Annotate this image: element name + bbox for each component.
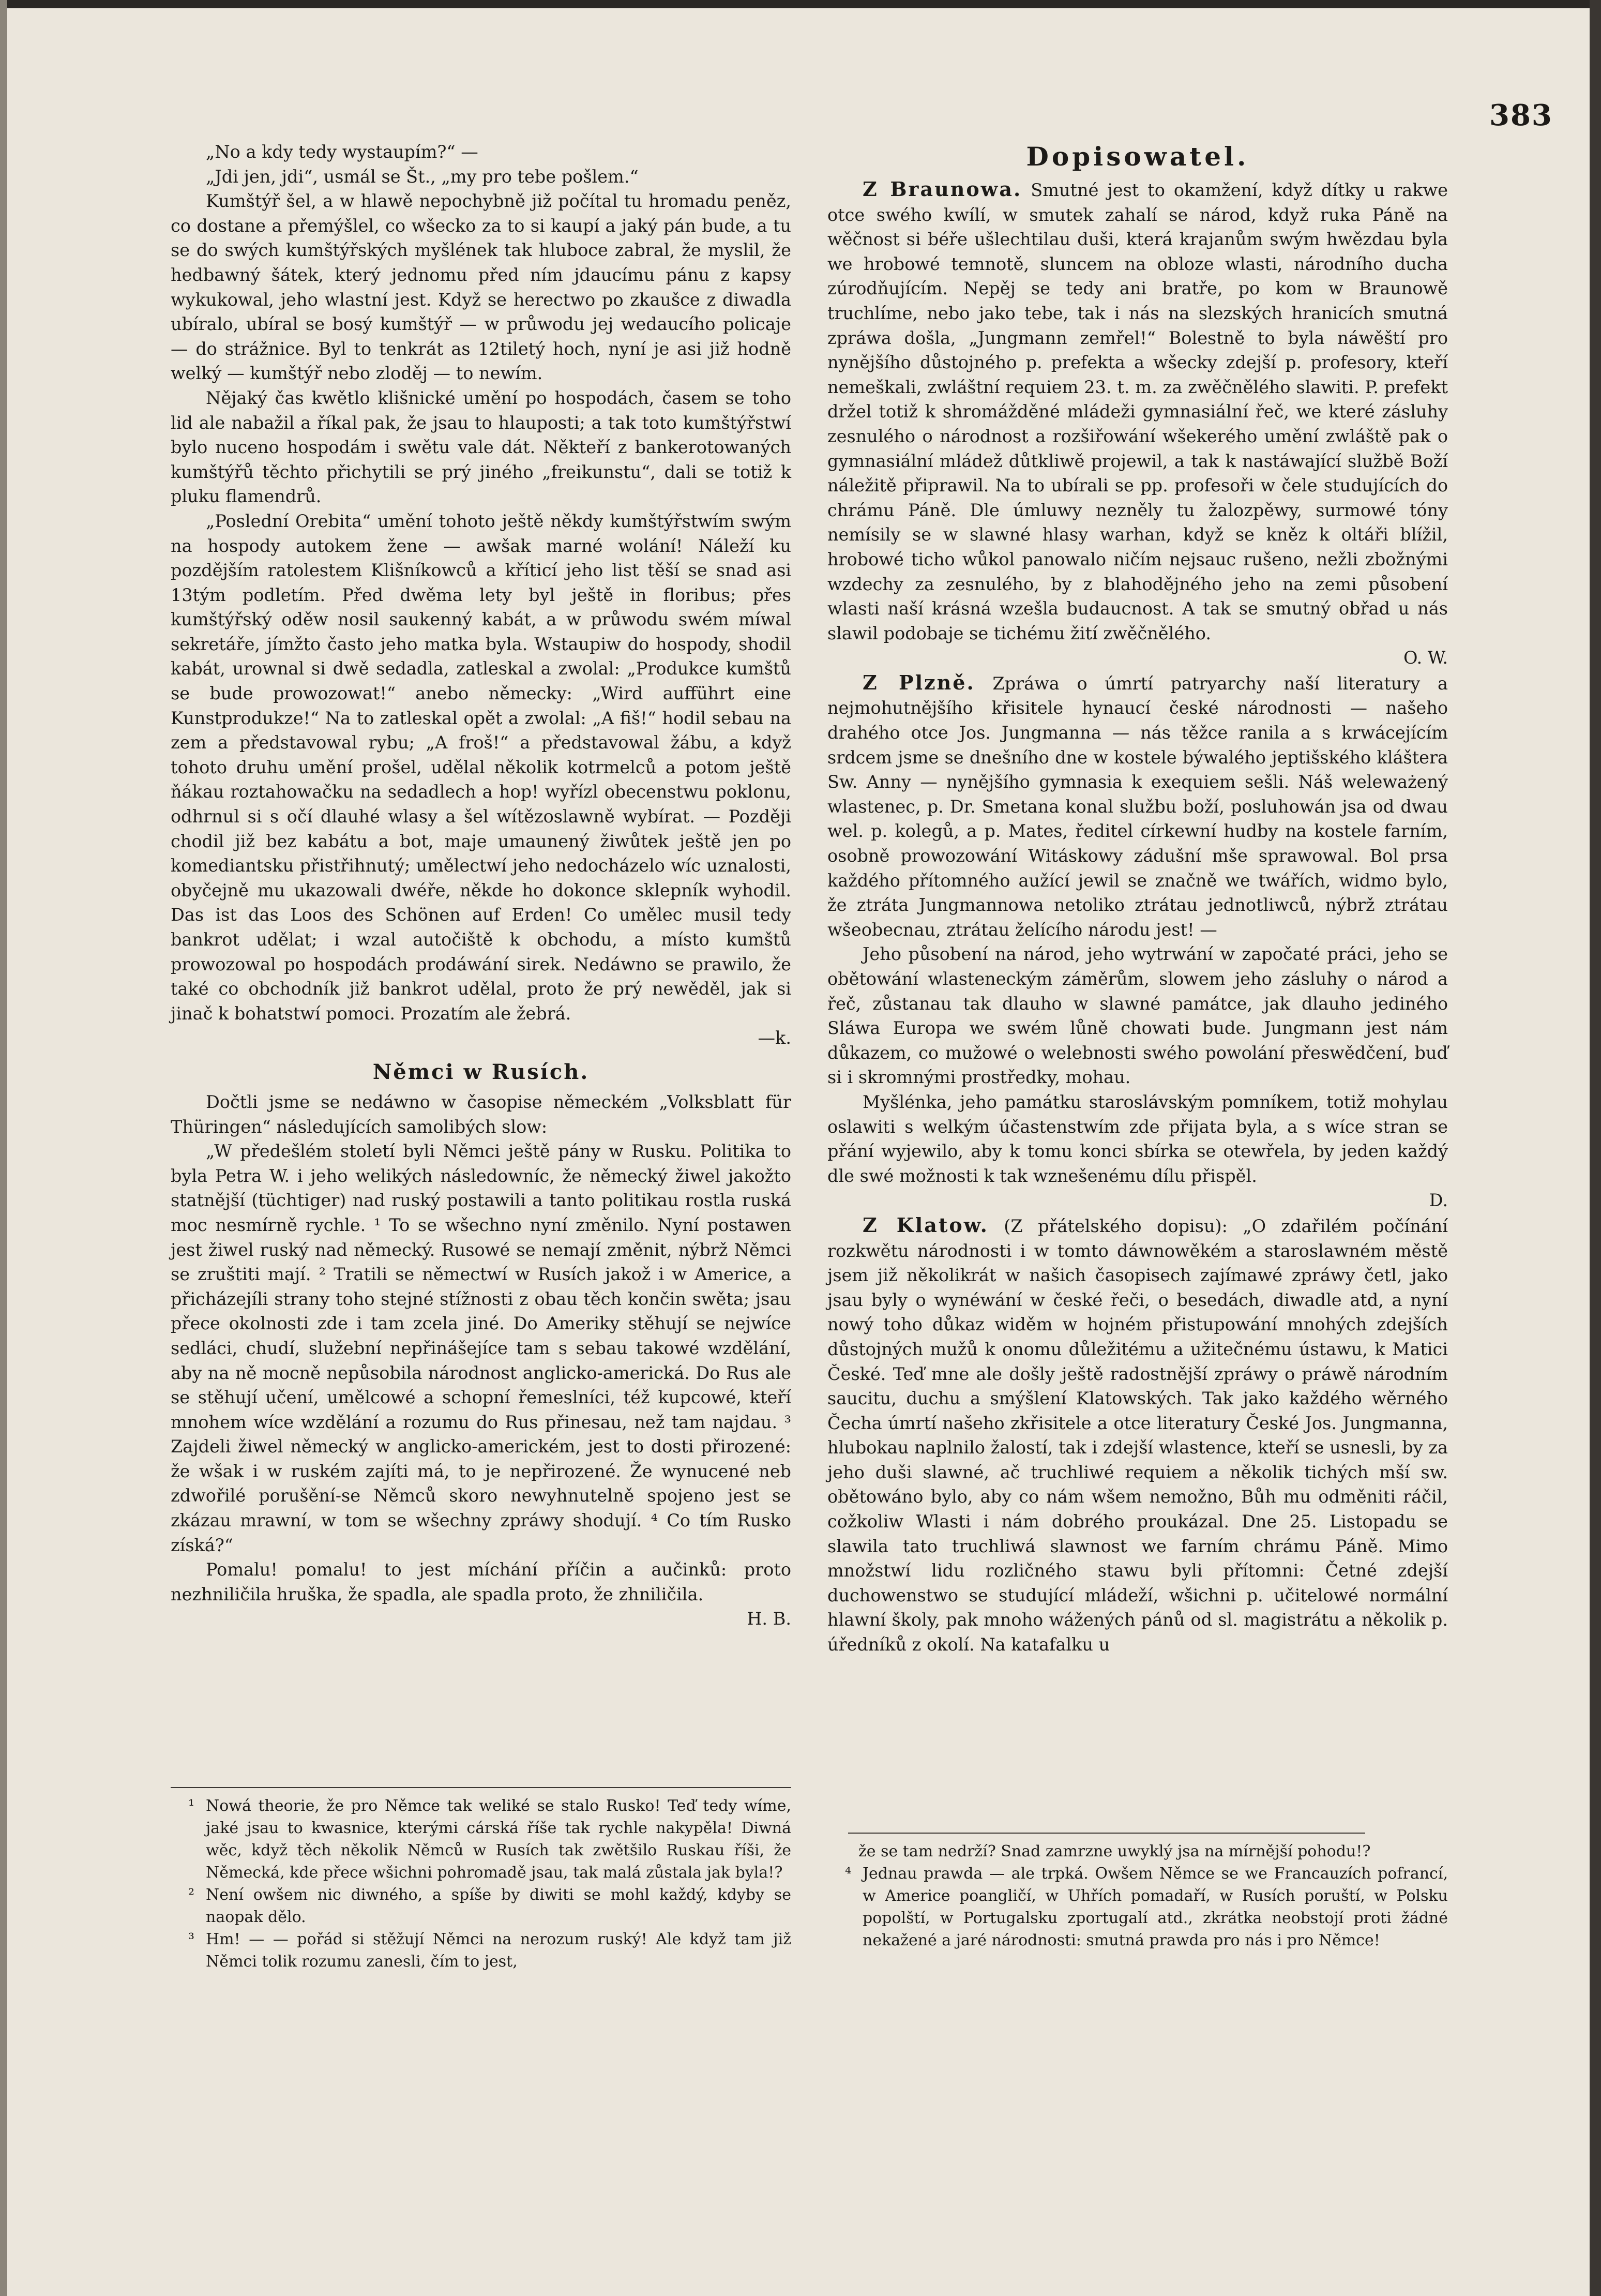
article-title: Němci w Rusích. [372,1059,590,1084]
report-signature: D. [1429,1190,1448,1211]
report-paragraph: Jeho působení na národ, jeho wytrwání w započaté práci, jeho se obětowání wlasteneckým záměrům, slowem jeho zásluhy o národ a řeč, zůstanau tak dlauho w slawné památce, jak dlauho jediného Sláwa Europa we swém lůně chowati bude. Jungmann jest nám důkazem, co mužowé o welebnosti swého powolání přeswědčení, buď si i skromnými prostředky, mohau. [827,944,1448,1088]
report-text: Smutné jest to okamžení, když dítky u rakwe otce swého kwílí, w smutek zahalí se národ, když ruka Páně na wěčnost si béře ušlechtilau duši, která krajanům swým hwězdau byla we hrobowé temnotě, sluncem na obloze wlasti, národního ducha zúrodňujícím. Nepěj se tedy ani bratře, po kom w Braunowě truchlíme, nebo jako tebe, tak i nás na slezských hranicích smutná zpráwa došla, „Jungmann zemřel!“ Bolestně to byla náwěští pro nynějšího důstojného p. prefekta a wšecky zdejší p. profesory, kteří nemeškali, zwláštní requiem 23. t. m. za zwěčnělého slawiti. P. prefekt držel totiž k shromážděné mládeži gymnasiální řeč, we které zásluhy zesnulého o národnost a rozšiřowání wšekerého umění zwláště pak o gymnasiální mládež důtkliwě projewil, a tak k nastáwající službě Boží náležitě připrawil. Na to ubírali se pp. profesoři w čele studujících do chrámu Páně. Dle úmluwy nezněly tu žalozpěwy, surmowé tóny nemísily se w slawné hlasy warhan, když se kněz k oltáři blížil, hrobowé ticho wůkol panowalo ničím nejsauc rušeno, nežli zbožnými wzdechy za zesnulého, by z blahodějného jeho na zemi působení wlasti naší krásná wzešla budaucnost. A tak se smutný obřad u nás slawil podobaje se tichému žití zwěčnělého. [827,180,1448,643]
footnote-mark: ⁴ [844,1865,851,1883]
article-paragraph: Dočtli jsme se nedáwno w časopise německém „Volksblatt für Thüringen“ následujících samolibých slow: [171,1091,791,1137]
story-paragraph: „No a kdy tedy wystaupím?“ — [206,142,478,162]
footnote [171,1928,791,1973]
report-place: Z Plzně. [863,670,975,694]
article-signature: H. B. [747,1609,791,1629]
footnote-rule-right [848,1833,1365,1834]
report-klatow [827,1213,1448,1657]
report-braunow [827,177,1448,646]
footnote-text: Nowá theorie, že pro Němce tak weliké se stalo Rusko! Teď tedy wíme, jaké jsau to kwasnice, kterými cárská říše tak rychle nakypěla! Diwná wěc, když těch několik Němců w Rusích tak zwětšilo Ruskau říši, že Německá, kde přece wšichni pohromadě jsau, tak malá zůstala jak byla!? [206,1797,791,1882]
right-column [827,140,1448,1657]
story-paragraph: „Poslední Orebita“ umění tohoto ještě někdy kumštýřstwím swým na hospody autokem žene — awšak marné wolání! Náleží ku pozdějším ratolestem Klišníkowců a kříticí jeho list těší se snad asi 13tým podletím. Před dwěma lety byl ještě in floribus; přes kumštýřský oděw nosil saukenný kabát, a w průwodu swém míwal sekretáře, jímžto často jeho matka byla. Wstaupiw do hospody, shodil kabát, urownal si dwě sedadla, zatleskal a zwolal: „Produkce kumštů se bude prowozowat!“ anebo německy: „Wird aufführt eine Kunstprodukze!“ Na to zatleskal opět a zwolal: „A fiš!“ hodil sebau na zem a představowal rybu; „A froš!“ a představowal žábu, a když tohoto druhu umění prošel, udělal několik kotrmelců a potom ještě ňákau roztahowačku na sedadlech a hop! wyřízl obecenstwu poklonu, odhrnul si s očí dlauhé wlasy a šel wítězoslawně wybírat. — Později chodil již bez kabátu a bot, maje umaunený žiwůtek ještě jen po komediantsku přistřihnutý; umělectwí jeho nedocházelo wíc uznalosti, obyčejně mu ukazowali dwéře, někde ho dokonce sklepník wyhodil. Das ist das Loos des Schönen auf Erden! Co umělec musil tedy bankrot udělat; i wzal autočiště k obchodu, a místo kumštů prowozowal po hospodách prodáwání sirek. Nedáwno se prawilo, že také co obchodník již bankrot udělal, proto že prý newěděl, jak si jinač k bohatstwí pomoci. Prozatím ale žebrá. [171,511,791,1024]
report-signature: O. W. [1403,648,1448,668]
footnote-text: Jednau prawda — ale trpká. Owšem Němce se we Francauzích pofrancí, w Americe poangličí, w Uhřích pomadaří, w Rusích poruští, w Polsku popolští, w Portugalsku zportugalí atd., zkrátka neobstojí proti žádné nekažené a jaré národnosti: smutná prawda pro nás i pro Němce! [863,1865,1448,1949]
story-paragraph: Kumštýř šel, a w hlawě nepochybně již počítal tu hromadu peněz, co dostane a přemýšlel, co wšecko za to si kaupí a jaký pán bude, a tu se do swých kumštýřských myšlének tak hluboce zabral, že myslil, že hedbawný šátek, který jednomu před ním jdaucímu pánu z kapsy wykukowal, jeho wlastní jest. Když se herectwo po zkaušce z diwadla ubíralo, ubíral se bosý kumštýř — w průwodu jej wedaucího policaje — do strážnice. Byl to tenkrát as 12tiletý hoch, nyní je asi již hodně welký — kumštýř nebo zloděj — to newím. [171,191,791,384]
story-signature: —k. [758,1028,791,1048]
footnotes-left [171,1795,791,1973]
footnote-mark: ² [188,1886,194,1904]
footnote-text: Hm! — — pořád si stěžují Němci na nerozum ruský! Ale když tam již Němci tolik rozumu zanesli, čím to jest, [206,1930,791,1971]
left-column [171,140,791,1631]
footnote-text: Není owšem nic diwného, a spíše by diwiti se mohl každý, kdyby se naopak dělo. [206,1886,791,1926]
report-text: Zpráwa o úmrtí patryarchy naší literatury a nejmohutnějšího křisitele hynaucí české národnosti — našeho drahého otce Jos. Jungmanna — nás těžce ranila a s krwácejícím srdcem jsme se dnešního dne w kostele býwalého jeptišského kláštera Sw. Anny — nynějšího gymnasia k exequiem sešli. Náš weleważený wlastenec, p. Dr. Smetana konal službu boží, posluhowán jsa od dwau wel. p. kolegů, a p. Mates, ředitel církewní hudby na kostele farním, osobně prowozowání Witáskowy zádušní mše sprawowal. Bol prsa každého přítomného aužící jewil se značně we twářích, widmo bylo, že ztráta Jungmannowa netoliko ztrátau jednotliwců, nýbrž ztrátau wšeobecnau, ztrátau želícího národu jest! — [827,673,1448,940]
page-number: 383 [1489,98,1553,132]
scan-edge-top [0,0,1601,8]
scan-edge-right [1590,0,1601,2296]
report-plzen [827,670,1448,942]
footnote-mark: ³ [188,1930,194,1948]
story-paragraph: Nějaký čas kwětlo klišnické umění po hospodách, časem se toho lid ale nabažil a říkal pak, že jsau to hlauposti; a tak toto kumštýřstwí bylo nuceno hospodám i swětu vale dát. Někteří z bankerotowaných kumštýřů těchto přichytili se prý jiného „freikunstu“, dali se totiž k pluku flamendrů. [171,387,791,507]
report-place: Z Klatow. [863,1213,989,1237]
report-paragraph: Myšlénka, jeho památku staroslávským pomníkem, totiž mohylau oslawiti s welkým účastenstwím zde přijata byla, a s wíce stran se přání wyjewilo, aby k tomu konci sbírka se otewřela, by jeden každý dle swé možnosti k tak wznešenému dílu přispěl. [827,1091,1448,1186]
report-text: (Z přátelského dopisu): „O zdařilém počínání rozkwětu národnosti i w tomto dáwnowěkém a staroslawném městě jsem již několikrát w našich časopisech zajímawé zpráwy četl, jako jsau byly o wynéwání w české řeči, o besedách, diwadle atd, a nyní nowý toho důkaz widěm w hojném přistupowání mnohých zdejších důstojných mužů k onomu důležitému a užitečnému ústawu, k Matici České. Teď mne ale došly ještě radostnější zpráwy o práwě národním saucitu, duchu a smýšlení Klatowských. Tak jako každého wěrného Čecha úmrtí našeho zkřisitele a otce literatury České Jos. Jungmanna, hlubokau naplnilo žalostí, tak i zdejší wlastence, kteří se usnesli, by za jeho duši slawné, ač truchliwé requiem a několik tichých mší sw. obětowáno bylo, aby co nám wšem nemožno, Bůh mu odměniti ráčil, cožkoliw Wlasti i nám dobrého proukázal. Dne 25. Listopadu se slawila tato truchliwá slawnost we farním chrámu Páně. Mimo množstwí lidu rozličného stawu byli přítomni: Četné zdejší duchowenstwo se studující mládeží, wšichni p. učitelowé normální hlawní školy, pak mnoho wážených pánů od sl. magistrátu a několik p. úředníků z okolí. Na katafalku u [827,1215,1448,1655]
article-paragraph: Pomalu! pomalu! to jest míchání příčin a aučinků: proto nezhniličila hruška, že spadla, ale spadla proto, že zhniličila. [171,1559,791,1604]
footnote [171,1884,791,1928]
story-paragraph: „Jdi jen, jdi“, usmál se Št., „my pro tebe pošlem.“ [206,166,639,187]
footnote-rule-left [171,1787,791,1788]
footnote-mark: ¹ [188,1797,194,1815]
footnotes-right [827,1840,1448,1952]
footnote-continuation: že se tam nedrží? Snad zamrzne uwyklý jsa na mírnější pohodu!? [858,1842,1371,1860]
footnote [171,1795,791,1884]
report-place: Z Braunowa. [863,177,1022,201]
article-paragraph: „W předešlém století byli Němci ještě pány w Rusku. Politika to byla Petra W. i jeho welikých následowníc, že německý žiwel jakožto statnější (tüchtiger) nad ruský postawili a tanto politikau rostla ruská moc nesmírně rychle. ¹ To se wšechno nyní změnilo. Nyní postawen jest žiwel ruský nad německý. Rusowé se nemají změnit, nýbrž Němci se zruštiti mají. ² Tratili se němectwí w Rusích jakož i w Americe, a přicházejíli strany toho stejné stížnosti z obau těch končin swěta; jsau přece okolnosti zde i tam zcela jiné. Do Ameriky stěhují se nejwíce sedláci, chudí, služební nepřinášejíce tam s sebau takowé wzdělání, aby na ně mocně nepůsobila národnost anglicko-americká. Do Rus ale se stěhují učení, umělcowé a schopní řemeslníci, též kupcowé, kteří mnohem wíce wzdělání a rozumu do Rus přinesau, než tam najdau. ³ Zajdeli žiwel německý w anglicko-americkém, jest to dosti přirozené: že wšak i w ruském zajíti má, to je nepřirozené. Že wynucené neb zdwořilé porušění-se Němců skoro newyhnutelně spojeno jest se zkázau mrawní, w tom se wšechny zpráwy shodují. ⁴ Co tím Rusko získá?“ [171,1141,791,1555]
scan-edge-left [0,0,7,2296]
footnote [827,1863,1448,1952]
section-title: Dopisowatel. [1026,141,1249,172]
